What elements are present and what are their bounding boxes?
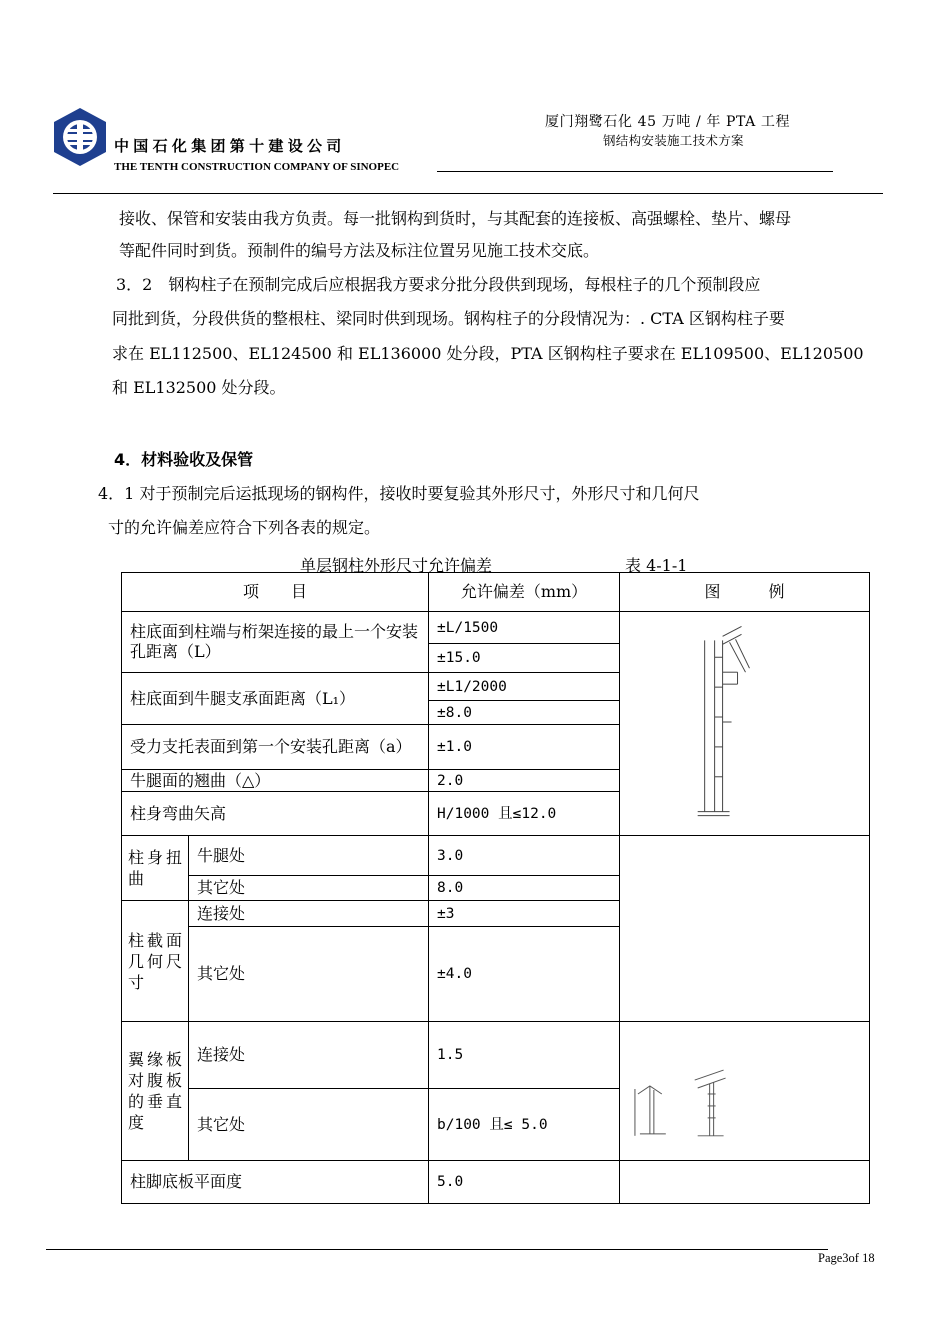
table-row [122, 836, 870, 876]
paragraph-line: 4．1 对于预制完后运抵现场的钢构件，接收时要复验其外形尺寸，外形尺寸和几何尺 [98, 484, 700, 503]
tolerance-cell: H/1000 且≤12.0 [429, 792, 620, 836]
tolerance-cell: b/100 且≤ 5.0 [429, 1089, 620, 1161]
table-row [122, 1022, 870, 1089]
flange-web-diagram [620, 1024, 869, 1154]
tolerance-cell: 1.5 [429, 1022, 620, 1089]
tolerance-cell: ±1.0 [429, 725, 620, 770]
item-cell: 柱底面到牛腿支承面距离（L₁） [122, 673, 429, 725]
item-cell: 连接处 [189, 1022, 429, 1089]
item-cell: 柱脚底板平面度 [122, 1161, 429, 1204]
table-row [122, 1161, 870, 1204]
tolerance-cell: ±L/1500 [429, 612, 620, 644]
paragraph-line: 3．2 钢构柱子在预制完成后应根据我方要求分批分段供到现场，每根柱子的几个预制段应 [116, 275, 761, 294]
empty-figure-cell [620, 1161, 870, 1204]
tolerance-cell: ±15.0 [429, 644, 620, 673]
flange-diagram-cell [620, 1022, 870, 1161]
project-title: 厦门翔鹭石化 45 万吨 / 年 PTA 工程 [545, 114, 791, 130]
paragraph-line: 寸的允许偏差应符合下列各表的规定。 [108, 518, 381, 537]
item-cell: 连接处 [189, 901, 429, 927]
table-number: 表 4-1-1 [625, 556, 688, 575]
group-label-section: 柱截面几何尺寸 [122, 901, 189, 1022]
table-header-row [122, 573, 870, 612]
paragraph-line: 接收、保管和安装由我方负责。每一批钢构到货时，与其配套的连接板、高强螺栓、垫片、螺母 [119, 209, 792, 228]
item-cell: 其它处 [189, 876, 429, 901]
header-tolerance: 允许偏差（mm） [429, 573, 620, 612]
header-rule [53, 193, 883, 194]
tolerance-cell: 2.0 [429, 770, 620, 792]
sinopec-logo-icon [52, 107, 108, 167]
item-cell: 其它处 [189, 1089, 429, 1161]
group-label-twist: 柱身扭曲 [122, 836, 189, 901]
item-cell: 牛腿处 [189, 836, 429, 876]
section-heading: 4．材料验收及保管 [114, 450, 254, 469]
tolerance-cell: 5.0 [429, 1161, 620, 1204]
header-underline [437, 171, 833, 172]
company-name-cn: 中国石化集团第十建设公司 [114, 137, 346, 155]
table-row [122, 612, 870, 644]
header-item: 项 目 [122, 573, 429, 612]
project-subtitle: 钢结构安装施工技术方案 [603, 133, 744, 148]
item-cell: 受力支托表面到第一个安装孔距离（a） [122, 725, 429, 770]
tolerance-cell: ±4.0 [429, 927, 620, 1022]
item-cell: 柱身弯曲矢高 [122, 792, 429, 836]
paragraph-line: 和 EL132500 处分段。 [112, 378, 286, 397]
company-name-en: THE TENTH CONSTRUCTION COMPANY OF SINOPEC [114, 161, 400, 173]
header-figure: 图 例 [620, 573, 870, 612]
column-diagram-cell [620, 612, 870, 836]
tolerance-cell: ±8.0 [429, 701, 620, 725]
tolerance-table [121, 572, 870, 1204]
item-cell: 柱底面到柱端与桁架连接的最上一个安装孔距离（L） [122, 612, 429, 673]
group-label-perpendicularity: 翼缘板对腹板的垂直度 [122, 1022, 189, 1161]
steel-column-diagram [620, 612, 869, 830]
empty-figure-cell [620, 836, 870, 1022]
paragraph-line: 等配件同时到货。预制件的编号方法及标注位置另见施工技术交底。 [119, 241, 600, 260]
tolerance-cell: 3.0 [429, 836, 620, 876]
table-caption: 单层钢柱外形尺寸允许偏差 [300, 556, 493, 575]
paragraph-line: 求在 EL112500、EL124500 和 EL136000 处分段，PTA 区钢构柱子要求在 EL109500、EL120500 [112, 344, 864, 363]
item-cell: 牛腿面的翘曲（△） [122, 770, 429, 792]
tolerance-cell: 8.0 [429, 876, 620, 901]
paragraph-line: 同批到货，分段供货的整根柱、梁同时供到现场。钢构柱子的分段情况为：. CTA 区钢构柱子要 [112, 309, 785, 328]
page-number: Page3of 18 [818, 1251, 875, 1265]
item-cell: 其它处 [189, 927, 429, 1022]
tolerance-cell: ±3 [429, 901, 620, 927]
tolerance-cell: ±L1/2000 [429, 673, 620, 701]
footer-rule [46, 1249, 828, 1250]
